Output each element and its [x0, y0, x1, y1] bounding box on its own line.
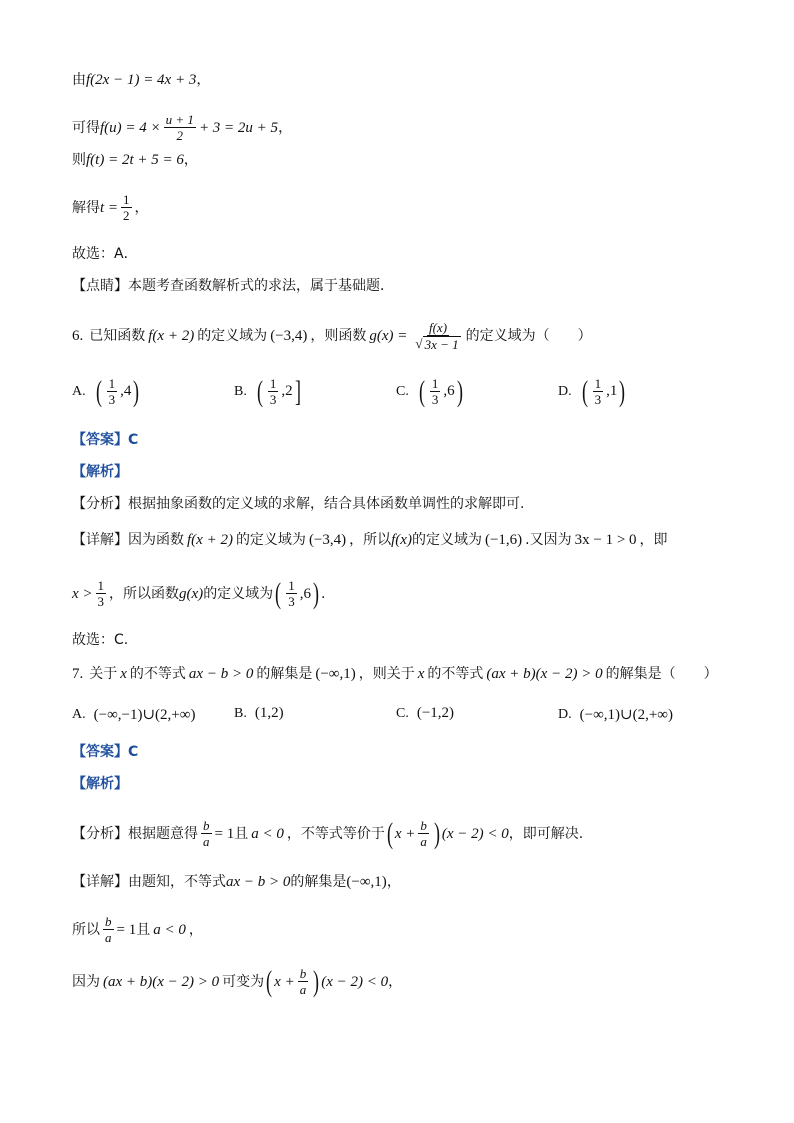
- numerator: b: [420, 818, 427, 833]
- paren-close: ): [433, 816, 440, 850]
- analysis-line: [72, 494, 524, 514]
- denominator: 3: [108, 392, 116, 407]
- text: 所以: [72, 921, 100, 938]
- numerator: b: [299, 966, 307, 981]
- numerator: 1: [269, 376, 277, 391]
- numerator: u + 1: [165, 112, 194, 127]
- denominator: a: [420, 834, 427, 849]
- option-value: ,6: [443, 383, 455, 399]
- math-expression: f(x): [391, 532, 412, 548]
- denominator: 3: [97, 594, 105, 609]
- denominator: 2: [176, 128, 184, 143]
- math-expression: a < 0: [251, 825, 284, 842]
- detail-line-1: [72, 872, 401, 892]
- text: .: [320, 585, 326, 602]
- numerator: 1: [288, 578, 295, 593]
- analysis-heading: 【解析】: [72, 776, 128, 792]
- math-expression: (−3,4): [308, 532, 347, 548]
- option-value: (1,2): [254, 705, 284, 721]
- text: 的定义域为: [235, 532, 306, 548]
- text: 可变为: [222, 973, 265, 990]
- math-expression: f(u) = 4 ×: [100, 119, 161, 136]
- option-d[interactable]: [558, 376, 627, 407]
- numerator: 1: [594, 376, 602, 391]
- math-expression: 3x − 1 > 0: [574, 532, 637, 548]
- text: 则: [72, 152, 86, 168]
- option-c[interactable]: [396, 376, 465, 407]
- denominator: a: [203, 834, 210, 849]
- comment-line: [72, 276, 394, 296]
- option-a[interactable]: [72, 705, 195, 724]
- paren-open: (: [581, 374, 588, 408]
- text: ，: [134, 199, 149, 216]
- detail-line-3: [72, 966, 402, 997]
- numerator: b: [203, 818, 210, 833]
- denominator: 3: [594, 392, 602, 407]
- option-b[interactable]: [234, 705, 284, 722]
- text: ，所以函数: [109, 585, 180, 602]
- denominator: 2: [123, 208, 130, 223]
- paren-close: ): [133, 374, 140, 408]
- text: 可得: [72, 119, 100, 136]
- paren-open: (: [275, 576, 282, 610]
- denominator: 3: [288, 594, 295, 609]
- text: 的解集是: [256, 666, 313, 682]
- text: ，即: [639, 532, 668, 548]
- text: 根据题意得: [128, 825, 198, 842]
- math-expression: t =: [100, 199, 119, 216]
- math-expression: x: [417, 666, 425, 682]
- answer-line: 【答案】C: [72, 744, 139, 760]
- solution-choice: 故选：C.: [72, 632, 129, 648]
- option-value: ,4: [120, 383, 132, 399]
- option-value: (−∞,1)∪(2,+∞): [579, 707, 673, 723]
- math-expression: f(t) = 2t + 5 = 6: [86, 152, 184, 168]
- analysis-heading: 【解析】: [72, 464, 128, 480]
- solution-line-3: [72, 150, 198, 170]
- text: ，即可解决.: [508, 825, 584, 842]
- option-label: D.: [558, 383, 572, 399]
- math-expression: g(x) =: [369, 328, 408, 344]
- analysis-line: [72, 818, 583, 849]
- math-expression: = 1: [116, 921, 137, 938]
- paren-close: ): [313, 964, 320, 998]
- detail-line-2: [72, 578, 325, 609]
- math-expression: (x − 2) < 0: [321, 973, 389, 990]
- option-label: D.: [558, 706, 572, 722]
- fraction: [286, 578, 297, 609]
- text: ，: [278, 119, 293, 136]
- text: 由题知，不等式: [128, 874, 226, 890]
- option-value: ,1: [606, 383, 618, 399]
- text: 的不等式: [427, 666, 484, 682]
- fraction: [268, 376, 279, 407]
- text: 已知函数: [89, 328, 146, 344]
- text: 解得: [72, 199, 100, 216]
- option-value: ,2: [281, 383, 293, 399]
- math-expression: (−∞,1): [346, 874, 387, 890]
- math-expression: a < 0: [153, 921, 186, 938]
- paren-open: (: [266, 964, 273, 998]
- text: 且: [136, 921, 151, 938]
- option-value: (−1,2): [416, 705, 455, 721]
- option-label: B.: [234, 705, 247, 721]
- solution-choice: 故选：A．: [72, 246, 138, 262]
- text: 的定义域为: [411, 532, 482, 548]
- paren-close: ]: [294, 374, 301, 408]
- numerator: b: [105, 914, 112, 929]
- text: 的定义域为: [197, 328, 268, 344]
- text: ，: [183, 152, 198, 168]
- option-a[interactable]: [72, 376, 141, 407]
- paren-close: ): [456, 374, 463, 408]
- math-expression: f(x + 2): [148, 328, 195, 344]
- numerator: 1: [431, 376, 439, 391]
- math-expression: + 3 = 2u + 5: [198, 119, 279, 136]
- detail-line-1: [72, 530, 668, 550]
- option-label: A.: [72, 383, 86, 399]
- question-7-stem: [72, 664, 718, 684]
- option-label: C.: [396, 705, 409, 721]
- analysis-text: 根据抽象函数的定义域的求解，结合具体函数单调性的求解即可.: [128, 496, 525, 512]
- math-expression: x: [120, 666, 127, 682]
- radicand: 3x − 1: [424, 337, 459, 352]
- fraction: [430, 376, 441, 407]
- fraction: [121, 192, 132, 223]
- math-expression: (−∞,1): [315, 666, 356, 682]
- text: ，: [386, 874, 401, 890]
- text: 的解集是（ ）: [605, 666, 718, 682]
- paren-open: (: [418, 374, 425, 408]
- math-expression: (−1,6): [484, 532, 523, 548]
- comment-tag: 【点睛】: [72, 278, 128, 294]
- question-6-stem: [72, 320, 592, 352]
- option-b[interactable]: [234, 376, 303, 407]
- text: 的定义域为: [203, 585, 274, 602]
- math-expression: (−3,4): [270, 328, 308, 344]
- text: ，则关于: [358, 666, 415, 682]
- math-expression: x +: [394, 825, 416, 842]
- denominator: 3: [269, 392, 277, 407]
- math-expression: (ax + b)(x − 2) > 0: [103, 973, 220, 990]
- math-expression: ax − b > 0: [188, 666, 254, 682]
- text: 由: [72, 72, 86, 88]
- answer-line: 【答案】C: [72, 432, 139, 448]
- paren-open: (: [256, 374, 263, 408]
- text: 因为函数: [128, 532, 184, 548]
- paren-close: ): [312, 576, 319, 610]
- solution-line-2: [72, 112, 292, 143]
- paren-open: (: [386, 816, 393, 850]
- solution-line-4: [72, 192, 149, 223]
- fraction: [413, 320, 462, 352]
- text: ，所以: [349, 532, 392, 548]
- text: ，: [388, 973, 403, 990]
- option-d[interactable]: [558, 705, 673, 724]
- fraction: [201, 818, 212, 849]
- math-expression: f(x + 2): [187, 532, 233, 548]
- option-label: A.: [72, 706, 86, 722]
- option-c[interactable]: [396, 705, 454, 722]
- text: ，不等式等价于: [286, 825, 385, 842]
- option-value: (−∞,−1)∪(2,+∞): [93, 707, 196, 723]
- analysis-tag: 【分析】: [72, 496, 128, 512]
- numerator: 1: [108, 376, 116, 391]
- denominator: a: [105, 930, 112, 945]
- fraction: [298, 966, 309, 997]
- math-expression: x >: [72, 585, 93, 602]
- text: 的定义域为（ ）: [465, 328, 592, 344]
- solution-line-1: [72, 70, 210, 90]
- math-expression: = 1: [214, 825, 235, 842]
- math-expression: f(2x − 1) = 4x + 3: [86, 72, 197, 88]
- numerator: 1: [97, 578, 105, 593]
- paren-close: ): [619, 374, 626, 408]
- fraction: [96, 578, 107, 609]
- fraction: [103, 914, 114, 945]
- math-expression: ,6: [299, 585, 311, 602]
- math-expression: (x − 2) < 0: [441, 825, 509, 842]
- fraction: [593, 376, 604, 407]
- text: .又因为: [525, 532, 572, 548]
- detail-line-2: [72, 914, 203, 945]
- math-expression: ax − b > 0: [226, 874, 291, 890]
- text: 关于: [89, 666, 118, 682]
- analysis-tag: 【分析】: [72, 825, 128, 842]
- numerator: 1: [123, 192, 130, 207]
- question-number: 6.: [72, 328, 84, 344]
- text: ，: [196, 72, 211, 88]
- fraction: [164, 112, 196, 143]
- comment-text: 本题考查函数解析式的求法，属于基础题．: [128, 278, 394, 294]
- fraction: [418, 818, 429, 849]
- detail-tag: 【详解】: [72, 874, 128, 890]
- text: 且: [234, 825, 249, 842]
- paren-open: (: [95, 374, 102, 408]
- denominator: 3: [431, 392, 439, 407]
- text: 的解集是: [290, 874, 347, 890]
- math-expression: x +: [274, 973, 295, 990]
- numerator: f(x): [428, 320, 448, 335]
- math-expression: (ax + b)(x − 2) > 0: [486, 666, 603, 682]
- question-number: 7.: [72, 666, 84, 682]
- fraction: [107, 376, 118, 407]
- denominator: √ 3x − 1: [415, 336, 459, 352]
- text: ，则函数: [310, 328, 367, 344]
- text: ，: [188, 921, 203, 938]
- math-expression: g(x): [179, 585, 204, 602]
- option-label: C.: [396, 383, 409, 399]
- text: 因为: [72, 973, 100, 990]
- denominator: a: [299, 982, 307, 997]
- text: 的不等式: [129, 666, 186, 682]
- detail-tag: 【详解】: [72, 532, 128, 548]
- option-label: B.: [234, 383, 247, 399]
